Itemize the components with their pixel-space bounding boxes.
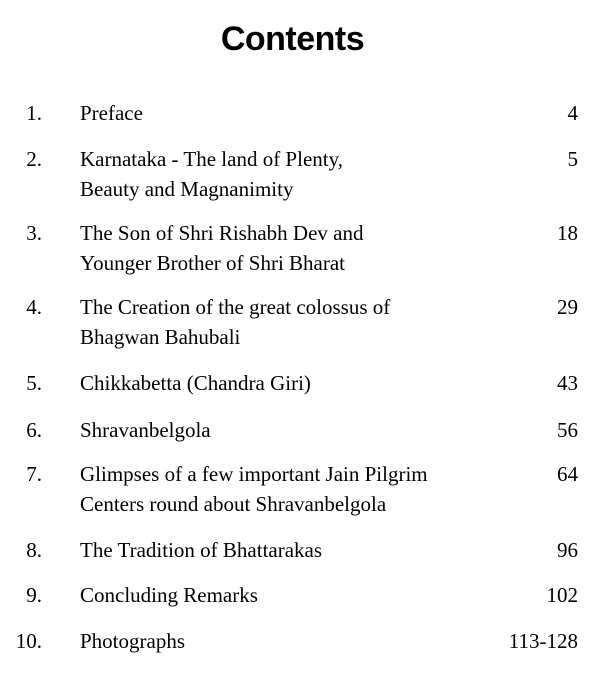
toc-entry-title (80, 144, 510, 204)
toc-entry-page: 29 (557, 295, 578, 319)
toc-entry-title-line: Karnataka - The land of Plenty, (80, 147, 343, 171)
toc-entry-page: 5 (567, 147, 578, 171)
toc-entry-number: 9. (26, 583, 42, 607)
toc-entry-page: 4 (567, 101, 578, 125)
toc-entry-title (80, 626, 510, 656)
toc-entry-number: 7. (26, 462, 42, 486)
toc-entry-title-line: Younger Brother of Shri Bharat (80, 251, 346, 275)
toc-entry-number: 10. (15, 629, 42, 653)
toc-entry-title-line: Concluding Remarks (80, 583, 258, 607)
toc-entry-page: 18 (557, 221, 578, 245)
toc-entry-page: 102 (546, 583, 578, 607)
toc-entry-title (80, 218, 510, 278)
toc-entry-title (80, 580, 510, 610)
toc-entry-title-line: The Creation of the great colossus of (80, 295, 391, 319)
toc-entry-page: 43 (557, 371, 578, 395)
toc-entry-title-line: The Tradition of Bhattarakas (80, 538, 323, 562)
toc-entry-title-line: Beauty and Magnanimity (80, 177, 294, 201)
toc-entry-page: 113-128 (508, 629, 578, 653)
toc-entry-page: 56 (557, 418, 578, 442)
toc-entry-title (80, 292, 510, 352)
toc-entry-number: 4. (26, 295, 42, 319)
toc-entry-title-line: Chikkabetta (Chandra Giri) (80, 371, 311, 395)
toc-entry-title (80, 368, 510, 398)
toc-entry-title-line: Preface (80, 101, 143, 125)
toc-entry-title-line: Photographs (80, 629, 185, 653)
toc-entry-number: 1. (26, 101, 42, 125)
toc-entry-title-line: Centers round about Shravanbelgola (80, 492, 387, 516)
toc-entry-title (80, 535, 510, 565)
toc-entry-title-line: The Son of Shri Rishabh Dev and (80, 221, 364, 245)
toc-entry-page: 64 (557, 462, 578, 486)
toc-entry-title-line: Bhagwan Bahubali (80, 325, 241, 349)
toc-entry-title (80, 459, 510, 519)
toc-entry-title (80, 415, 510, 445)
toc-entry-title (80, 98, 510, 128)
toc-entry-number: 5. (26, 371, 42, 395)
toc-entry-page: 96 (557, 538, 578, 562)
toc-entry-title-line: Glimpses of a few important Jain Pilgrim (80, 462, 428, 486)
toc-entry-number: 3. (26, 221, 42, 245)
toc-entry-number: 8. (26, 538, 42, 562)
page-title: Contents (220, 20, 365, 58)
toc-entry-title-line: Shravanbelgola (80, 418, 211, 442)
toc-entry-number: 6. (26, 418, 42, 442)
toc-entry-number: 2. (26, 147, 42, 171)
